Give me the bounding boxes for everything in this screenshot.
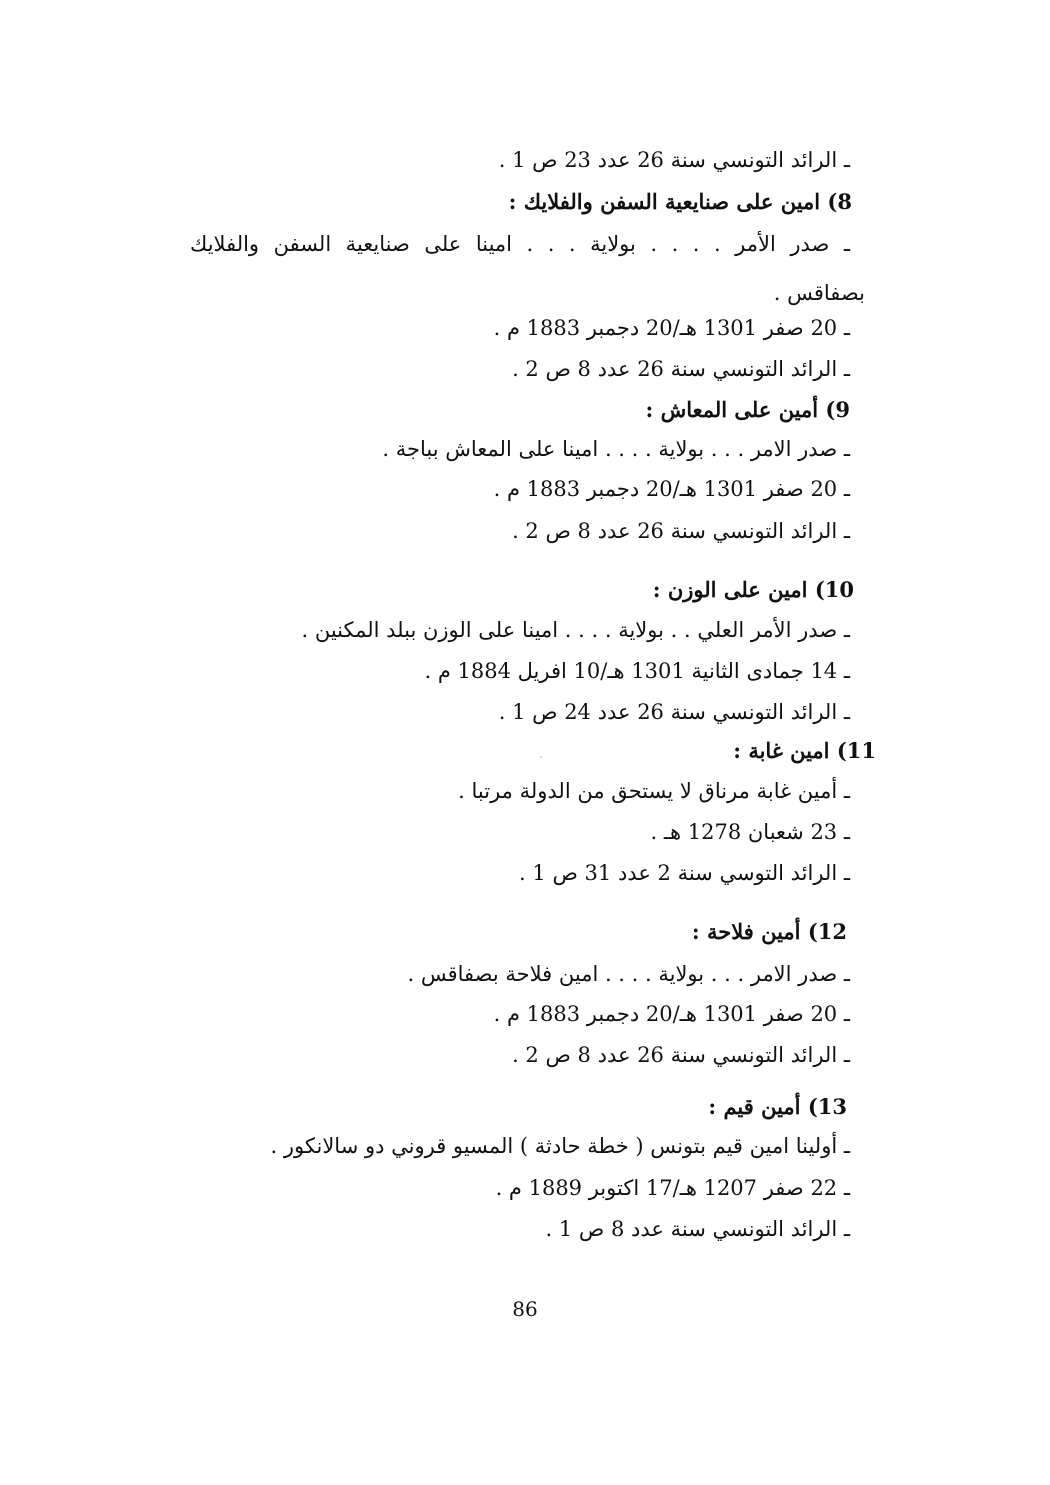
- text-line: ـ 22 صفر 1207 هـ/17 اكتوبر 1889 م .: [495, 1176, 850, 1200]
- scan-speck: [540, 756, 542, 758]
- section-heading-8: 8) امين على صنايعية السفن والفلايك :: [508, 189, 852, 214]
- text-line: ـ 14 جمادى الثانية 1301 هـ/10 افريل 1884 م .: [424, 659, 850, 683]
- section-heading-12: 12) أمين فلاحة :: [691, 919, 847, 944]
- text-line: بصفاقس .: [773, 281, 865, 305]
- section-heading-11: 11) امين غابة :: [733, 738, 876, 763]
- text-line: ـ صدر الأمر العلي . . بولاية . . . . امينا على الوزن ببلد المكنين .: [301, 618, 850, 642]
- text-line: ـ الرائد التونسي سنة 26 عدد 8 ص 2 .: [512, 519, 850, 543]
- section-heading-9: 9) أمين على المعاش :: [645, 397, 850, 422]
- text-line: ـ الرائد التونسي سنة 26 عدد 8 ص 2 .: [512, 357, 850, 381]
- text-line: ـ 23 شعبان 1278 هـ .: [650, 820, 850, 844]
- text-line: ـ صدر الامر . . . بولاية . . . . امينا على المعاش بباجة .: [382, 437, 850, 461]
- text-line: ـ الرائد التونسي سنة عدد 8 ص 1 .: [545, 1217, 850, 1241]
- text-line: ـ 20 صفر 1301 هـ/20 دجمبر 1883 م .: [493, 477, 850, 501]
- text-line: ـ 20 صفر 1301 هـ/20 دجمبر 1883 م .: [493, 1002, 850, 1026]
- text-line: ـ صدر الامر . . . بولاية . . . . امين فلاحة بصفاقس .: [407, 962, 850, 986]
- text-line: ـ الرائد التونسي سنة 26 عدد 24 ص 1 .: [498, 700, 850, 724]
- text-line: ـ الرائد التونسي سنة 26 عدد 8 ص 2 .: [512, 1043, 850, 1067]
- text-line: ـ الرائد التوسي سنة 2 عدد 31 ص 1 .: [519, 861, 850, 885]
- text-line: ـ أولينا امين قيم بتونس ( خطة حادثة ) المسيو قروني دو سالانكور .: [270, 1134, 850, 1158]
- section-heading-10: 10) امين على الوزن :: [652, 577, 854, 602]
- text-line: ـ الرائد التونسي سنة 26 عدد 23 ص 1 .: [498, 148, 850, 172]
- page-number: 86: [512, 1297, 538, 1321]
- section-heading-13: 13) أمين قيم :: [708, 1094, 847, 1119]
- text-line: ـ صدر الأمر . . . . بولاية . . . امينا على صنايعية السفن والفلايك: [190, 232, 850, 256]
- text-line: ـ أمين غابة مرناق لا يستحق من الدولة مرتبا .: [458, 779, 850, 803]
- text-line: ـ 20 صفر 1301 هـ/20 دجمبر 1883 م .: [493, 316, 850, 340]
